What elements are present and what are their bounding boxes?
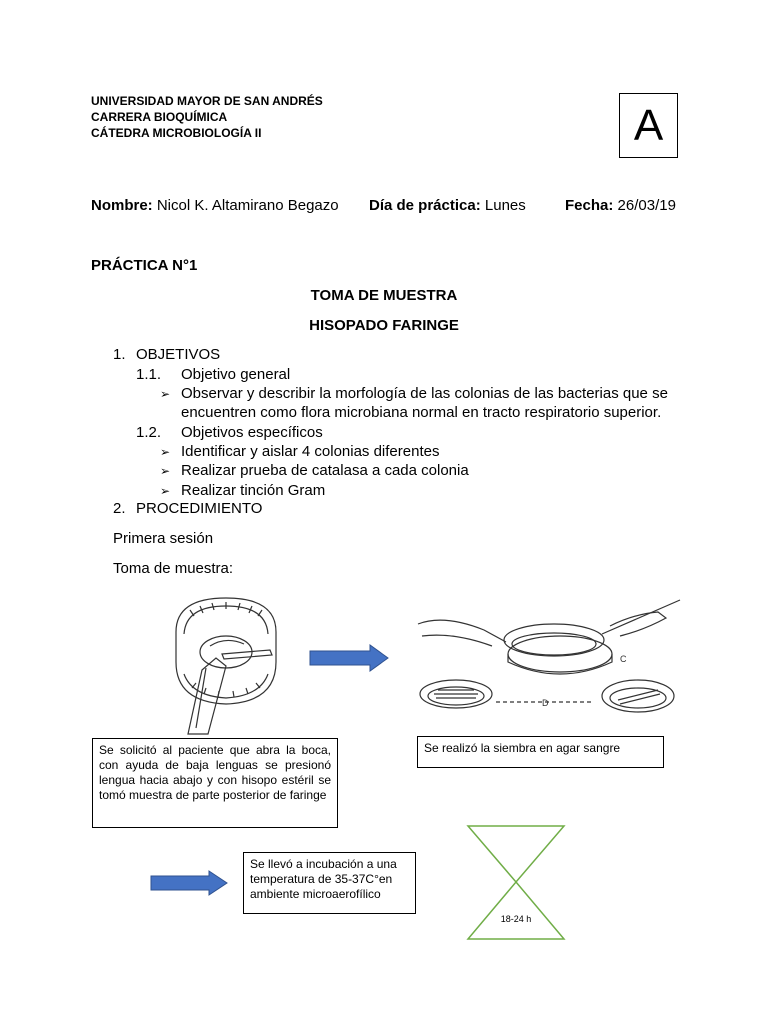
objective-specific-3: Realizar tinción Gram <box>181 482 326 499</box>
hourglass-icon <box>466 824 566 942</box>
career-name: CARRERA BIOQUÍMICA <box>91 110 228 124</box>
name-label: Nombre: <box>91 197 153 214</box>
petri-dish-illustration <box>414 590 686 738</box>
practice-date <box>565 197 676 214</box>
incubation-time-label: 18-24 h <box>500 914 532 924</box>
section-1-1-title: Objetivo general <box>181 366 291 383</box>
plate-label-d: D <box>542 698 549 708</box>
session-label: Primera sesión <box>113 530 214 547</box>
date-value: 26/03/19 <box>617 197 676 214</box>
day-label: Día de práctica: <box>369 197 481 214</box>
seeding-box <box>417 736 664 768</box>
objective-general-line-2: encuentren como flora microbiana normal en tracto respiratorio superior. <box>181 404 662 421</box>
university-name: UNIVERSIDAD MAYOR DE SAN ANDRÉS <box>91 94 323 108</box>
sample-taking-box <box>92 738 338 828</box>
objective-specific-2: Realizar prueba de catalasa a cada colonia <box>181 462 469 479</box>
grade-box <box>619 93 678 158</box>
section-2-number: 2. <box>113 500 126 517</box>
objective-specific-1: Identificar y aislar 4 colonias diferentes <box>181 443 440 460</box>
bullet-arrow-icon: ➢ <box>160 387 171 401</box>
incubation-box <box>243 852 416 914</box>
section-1-number: 1. <box>113 346 126 363</box>
incubation-text: Se llevó a incubación a una temperatura de 35-37C°en ambiente microaerofílico <box>250 857 397 901</box>
practice-title-2: HISOPADO FARINGE <box>309 317 459 334</box>
plate-label-c: C <box>620 654 627 664</box>
student-name <box>91 197 339 214</box>
practice-day <box>369 197 526 214</box>
date-label: Fecha: <box>565 197 614 214</box>
practice-title-1: TOMA DE MUESTRA <box>310 287 458 304</box>
bullet-arrow-icon: ➢ <box>160 484 171 498</box>
bullet-arrow-icon: ➢ <box>160 464 171 478</box>
mouth-swab-illustration <box>162 592 290 740</box>
objective-general-line-1: Observar y describir la morfología de las colonias de las bacterias que se <box>181 385 668 402</box>
seeding-text: Se realizó la siembra en agar sangre <box>424 741 621 755</box>
sample-taking-text: Se solicitó al paciente que abra la boca, con ayuda de baja lenguas se presionó lengua hacia abajo y con hisopo estéril se tomó muestra de parte posterior de faringe <box>99 743 331 802</box>
arrow-right-icon <box>308 644 390 672</box>
section-1-1-number: 1.1. <box>136 366 162 383</box>
practice-number: PRÁCTICA N°1 <box>91 257 198 274</box>
day-value: Lunes <box>484 197 526 214</box>
chair-name: CÁTEDRA MICROBIOLOGÍA II <box>91 126 262 140</box>
bullet-arrow-icon: ➢ <box>160 445 171 459</box>
section-1-2-number: 1.2. <box>136 424 162 441</box>
sample-label: Toma de muestra: <box>113 560 234 577</box>
name-value: Nicol K. Altamirano Begazo <box>156 197 339 214</box>
grade-letter: A <box>633 100 664 150</box>
section-1-2-title: Objetivos específicos <box>181 424 323 441</box>
arrow-right-icon <box>149 870 229 896</box>
section-1-title: OBJETIVOS <box>136 346 221 363</box>
section-2-title: PROCEDIMIENTO <box>136 500 263 517</box>
